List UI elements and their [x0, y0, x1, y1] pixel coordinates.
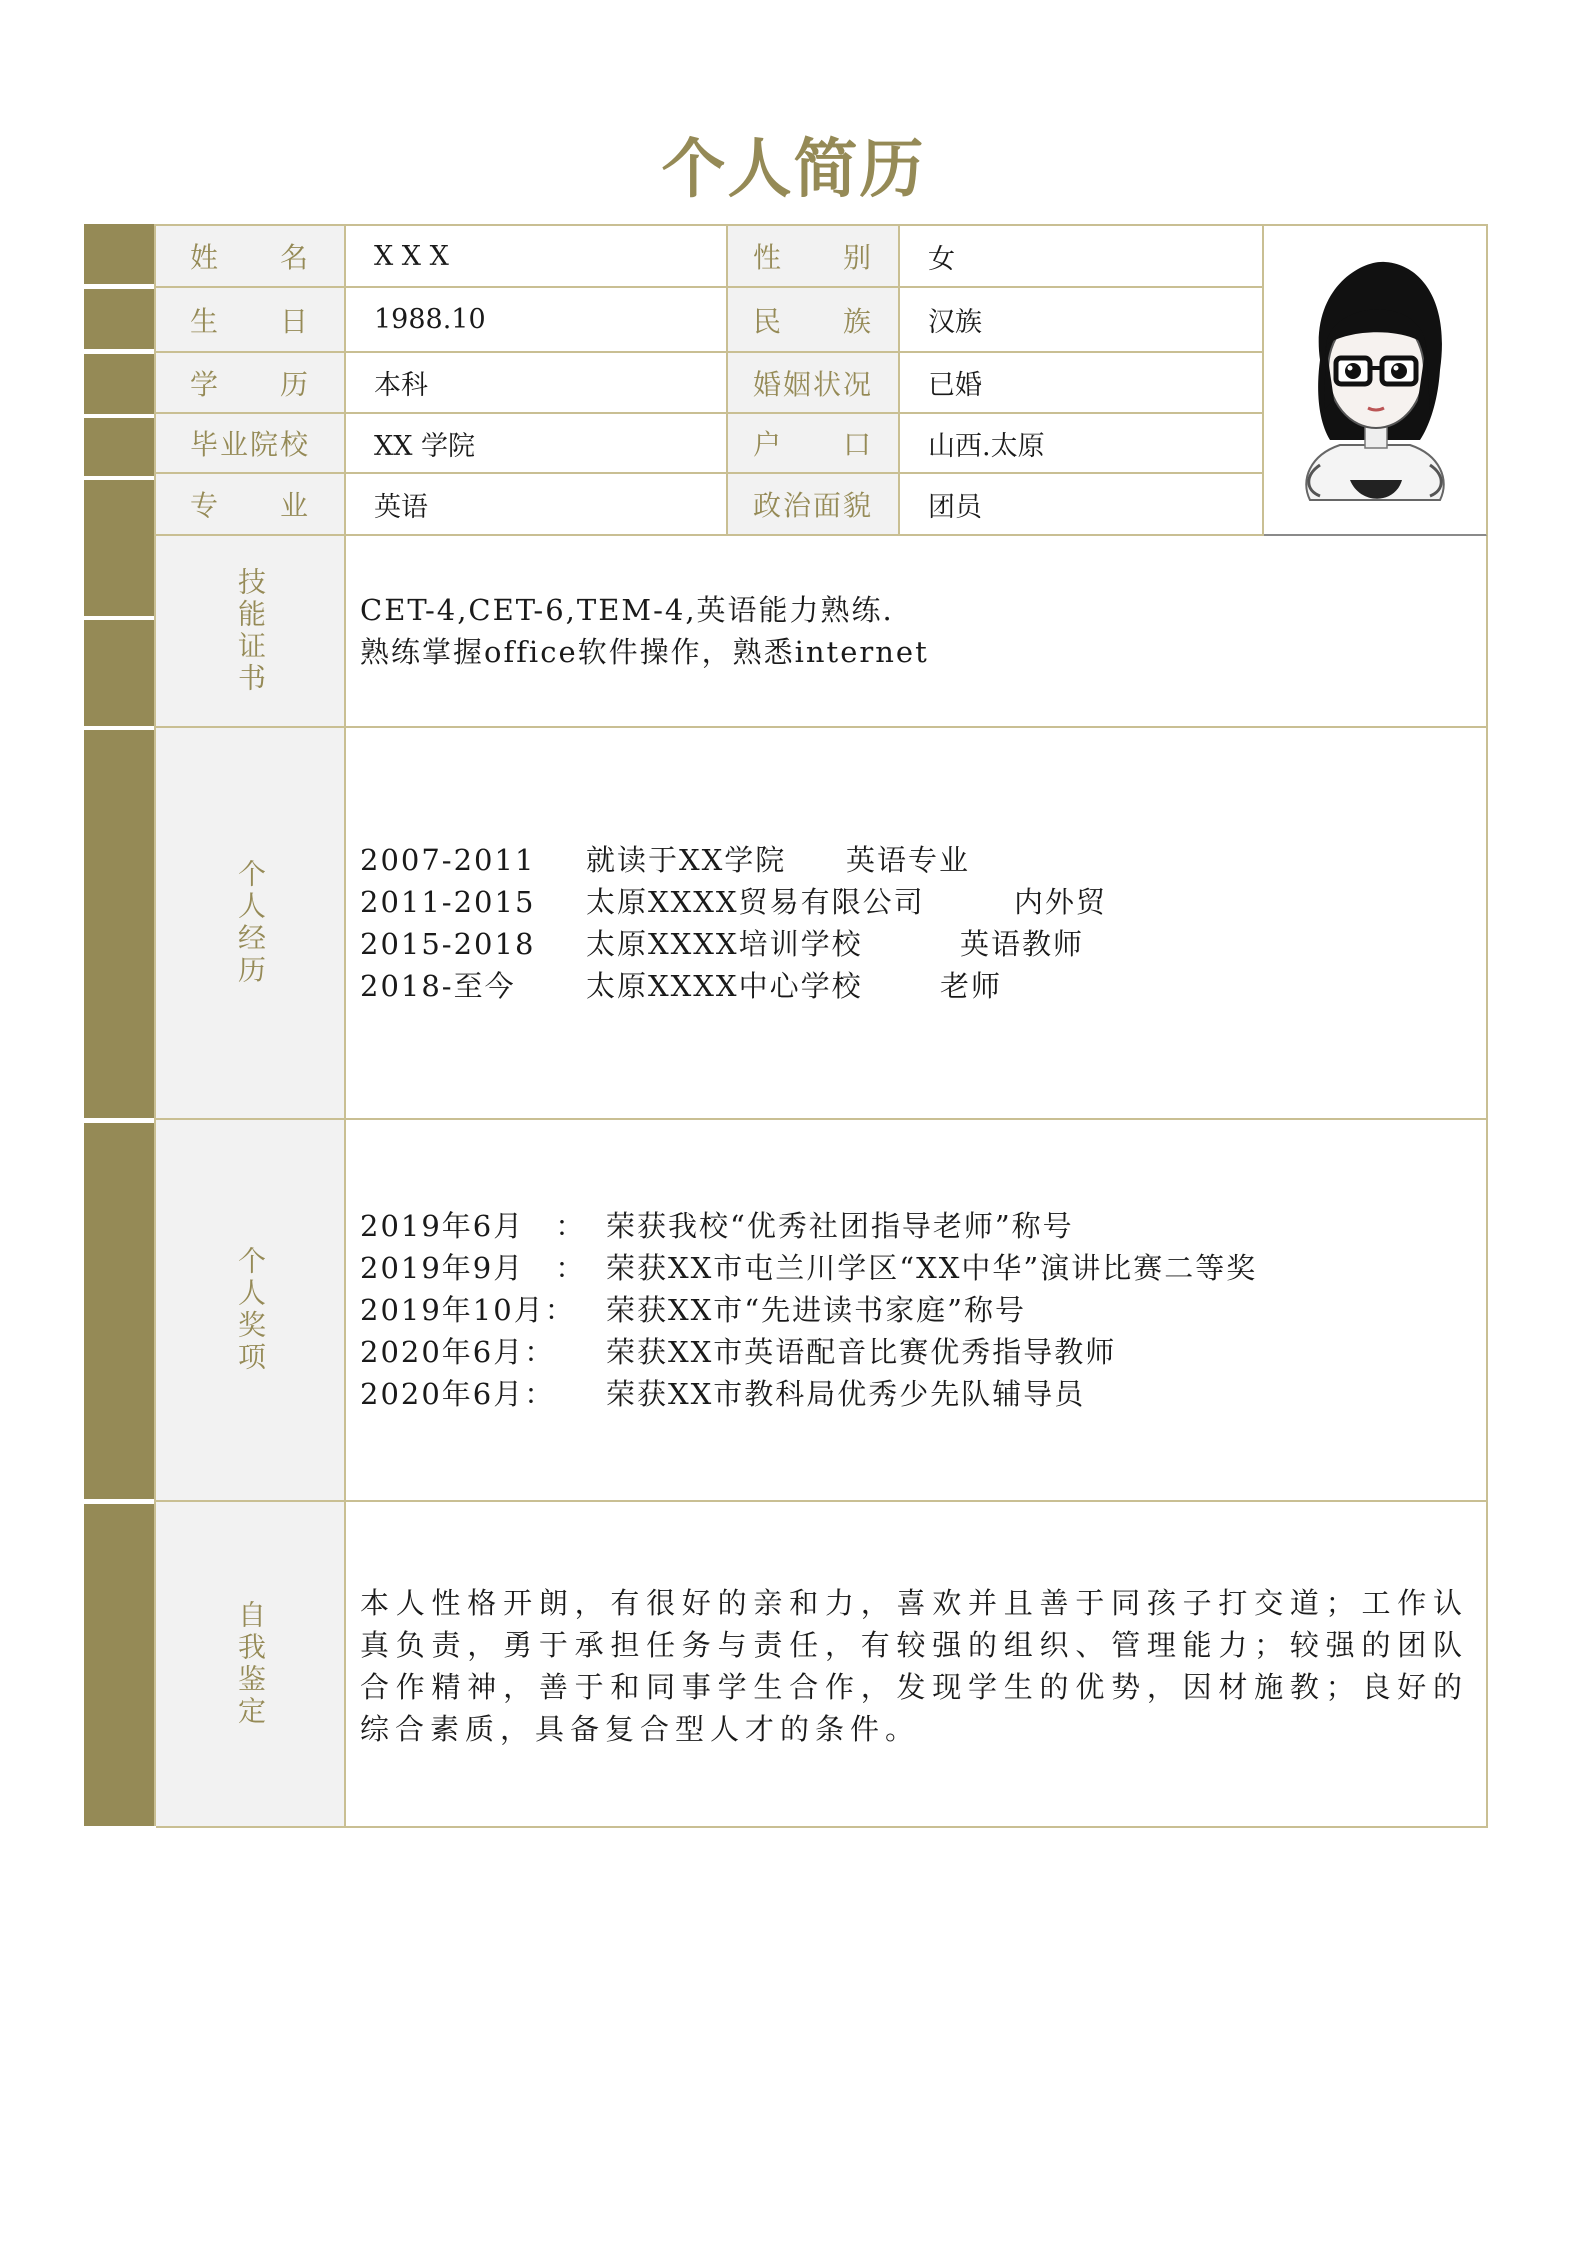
accent-bar — [84, 480, 154, 538]
school-value: XX 学院 — [346, 414, 728, 474]
experience-content — [346, 728, 1488, 1120]
gender-label: 性 别 — [728, 226, 900, 288]
list-item: 2019年6月 ： 荣获我校“优秀社团指导老师”称号 — [360, 1209, 1074, 1243]
avatar — [1280, 250, 1470, 510]
marital-value: 已婚 — [900, 353, 1264, 414]
ethnicity-label: 民 族 — [728, 288, 900, 353]
list-item: 2018-至今 太原XXXX中心学校 老师 — [360, 969, 1003, 1003]
resume-table — [154, 224, 1488, 1826]
list-item: 2019年9月 ： 荣获XX市屯兰川学区“XX中华”演讲比赛二等奖 — [360, 1251, 1258, 1285]
birth-label: 生 日 — [156, 288, 346, 353]
awards-content — [346, 1120, 1488, 1502]
self-eval-label: 自我鉴定 — [156, 1502, 346, 1828]
skills-line: 熟练掌握office软件操作，熟悉internet — [360, 635, 929, 669]
birth-value: 1988.10 — [346, 288, 728, 353]
accent-bar — [84, 289, 154, 349]
politics-value: 团员 — [900, 474, 1264, 536]
major-value: 英语 — [346, 474, 728, 536]
list-item: 2020年6月： 荣获XX市英语配音比赛优秀指导教师 — [360, 1335, 1117, 1369]
ethnicity-value: 汉族 — [900, 288, 1264, 353]
accent-bar — [84, 418, 154, 476]
gender-value: 女 — [900, 226, 1264, 288]
list-item: 2020年6月： 荣获XX市教科局优秀少先队辅导员 — [360, 1377, 1086, 1411]
awards-label: 个人奖项 — [156, 1120, 346, 1502]
marital-label: 婚姻状况 — [728, 353, 900, 414]
experience-label: 个人经历 — [156, 728, 346, 1120]
accent-bar — [84, 730, 154, 1118]
school-label: 毕业院校 — [156, 414, 346, 474]
skills-label: 技能证书 — [156, 536, 346, 728]
accent-bar — [84, 1504, 154, 1826]
name-value: X X X — [346, 226, 728, 288]
hukou-label: 户 口 — [728, 414, 900, 474]
list-item: 2015-2018 太原XXXX培训学校 英语教师 — [360, 927, 1085, 961]
major-label: 专 业 — [156, 474, 346, 536]
accent-bar — [84, 620, 154, 726]
list-item: 2011-2015 太原XXXX贸易有限公司 内外贸 — [360, 885, 1108, 919]
hukou-value: 山西.太原 — [900, 414, 1264, 474]
education-value: 本科 — [346, 353, 728, 414]
self-eval-text: 本人性格开朗，有很好的亲和力，喜欢并且善于同孩子打交道；工作认真负责，勇于承担任务与责任，有较强的组织、管理能力；较强的团队合作精神，善于和同事学生合作，发现学生的优势，因材施教；良好的综合素质，具备复合型人才的条件。 — [360, 1586, 1468, 1746]
accent-bar — [84, 538, 154, 616]
list-item: 2019年10月： 荣获XX市“先进读书家庭”称号 — [360, 1293, 1026, 1327]
skills-content — [346, 536, 1488, 728]
page-title: 个人简历 — [661, 133, 926, 207]
list-item: 2007-2011 就读于XX学院 英语专业 — [360, 843, 971, 877]
accent-bar — [84, 224, 154, 284]
politics-label: 政治面貌 — [728, 474, 900, 536]
photo-cell — [1264, 226, 1488, 538]
skills-line: CET-4,CET-6,TEM-4,英语能力熟练. — [360, 593, 894, 627]
accent-bar — [84, 354, 154, 414]
education-label: 学 历 — [156, 353, 346, 414]
accent-bar — [84, 1123, 154, 1499]
name-label: 姓 名 — [156, 226, 346, 288]
self-eval-content — [346, 1502, 1488, 1828]
